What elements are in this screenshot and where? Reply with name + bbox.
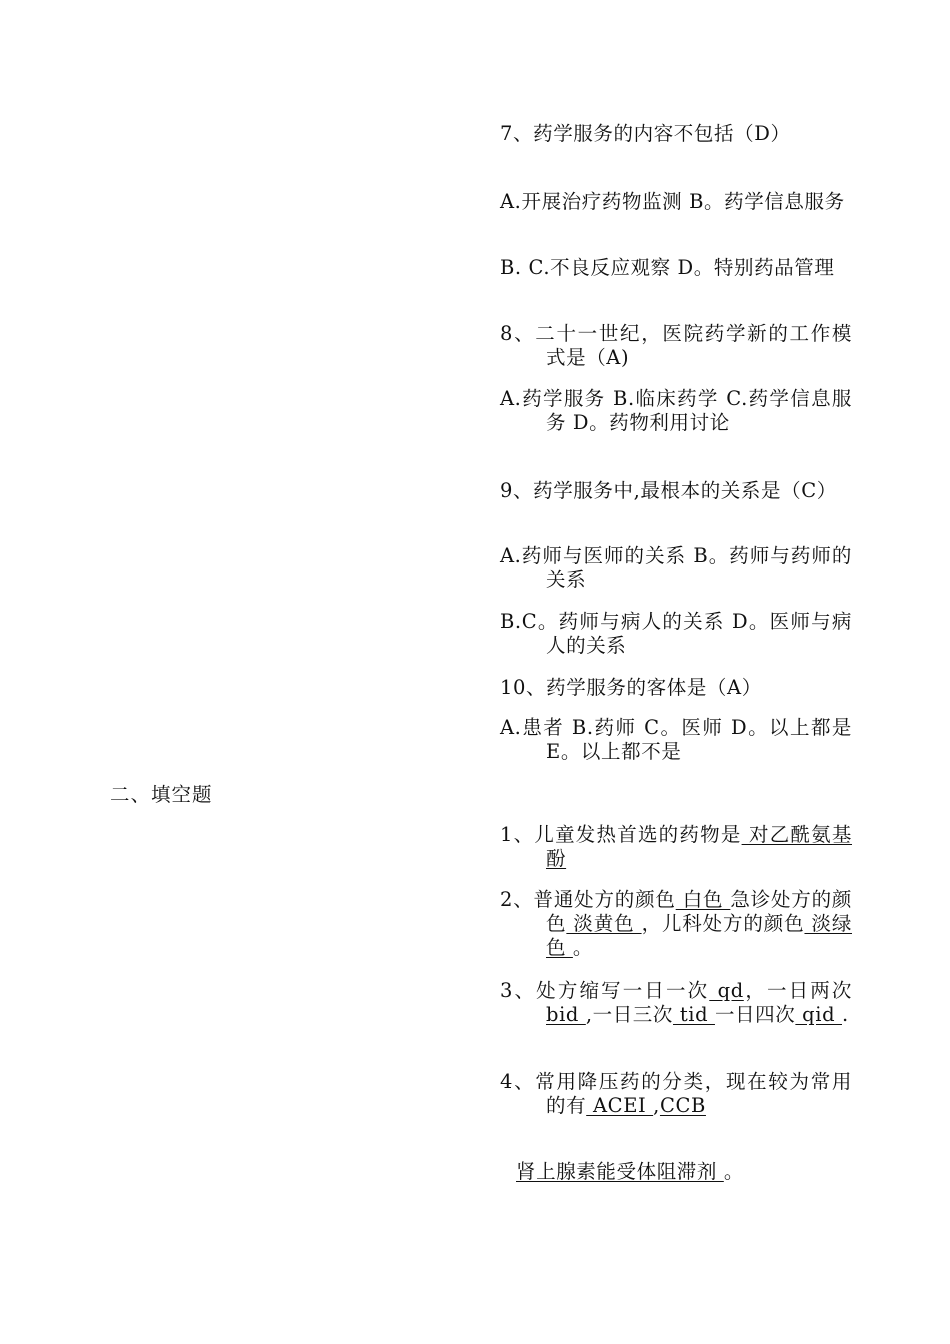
fill-q2-mid-b: ，儿科处方的颜色 (641, 912, 805, 935)
fill-q2-end: 。 (572, 936, 594, 959)
question-9: 9、药学服务中,最根本的关系是（C） (500, 479, 837, 502)
fill-q3-answer-a: qd (709, 979, 744, 1002)
fill-question-1 (500, 823, 852, 871)
question-7: 7、药学服务的内容不包括（D） (500, 122, 791, 145)
fill-q2-mid-a: 急诊处方的颜色 (546, 888, 852, 935)
fill-question-3 (500, 979, 852, 1027)
fill-q4-answer-c: 肾上腺素能受体阻滞剂 (516, 1160, 724, 1183)
fill-q2-answer-b: 淡黄色 (566, 912, 642, 935)
fill-q1-answer: 对乙酰氨基酚 (546, 823, 852, 870)
fill-q3-answer-c: tid (673, 1003, 715, 1026)
fill-q2-answer-a: 白色 (675, 888, 731, 911)
question-7-options-c-d: B. C.不良反应观察 D。特别药品管理 (500, 256, 835, 279)
question-9-options-a-b: A.药师与医师的关系 B。药师与药师的关系 (500, 544, 852, 591)
fill-q4-answer-a: ACEI (586, 1094, 654, 1117)
question-10-options: A.患者 B.药师 C。医师 D。以上都是 E。以上都不是 (500, 716, 852, 763)
fill-q3-end: . (841, 1003, 849, 1026)
fill-q3-mid-c: 一日四次 (714, 1003, 796, 1026)
question-8: 8、二十一世纪，医院药学新的工作模式是（A) (500, 322, 852, 369)
fill-question-4 (500, 1070, 852, 1118)
fill-question-2 (500, 888, 852, 960)
fill-q2-prefix: 2、普通处方的颜色 (500, 888, 676, 911)
fill-q3-answer-b: bid (546, 1003, 586, 1026)
fill-q4-mid-a: , (653, 1094, 660, 1117)
fill-q4-prefix: 4、常用降压药的分类，现在较为常用的有 (500, 1070, 852, 1117)
fill-q1-prefix: 1、儿童发热首选的药物是 (500, 823, 742, 846)
fill-q4-end: 。 (723, 1160, 744, 1183)
fill-q3-mid-b: ,一日三次 (585, 1003, 674, 1026)
question-8-options: A.药学服务 B.临床药学 C.药学信息服务 D。药物利用讨论 (500, 387, 852, 434)
fill-q2-answer-c: 淡绿色 (546, 912, 852, 959)
fill-question-4-continued (516, 1160, 744, 1184)
fill-q3-mid-a: ，一日两次 (743, 979, 852, 1002)
section-heading: 二、填空题 (110, 783, 213, 806)
question-7-options-a-b: A.开展治疗药物监测 B。药学信息服务 (500, 190, 845, 213)
fill-q3-prefix: 3、处方缩写一日一次 (500, 979, 710, 1002)
fill-q4-answer-b: CCB (659, 1094, 706, 1117)
fill-q3-answer-d: qid (795, 1003, 842, 1026)
question-9-options-c-d: B.C。药师与病人的关系 D。医师与病人的关系 (500, 610, 852, 657)
question-10: 10、药学服务的客体是（A） (500, 676, 762, 699)
